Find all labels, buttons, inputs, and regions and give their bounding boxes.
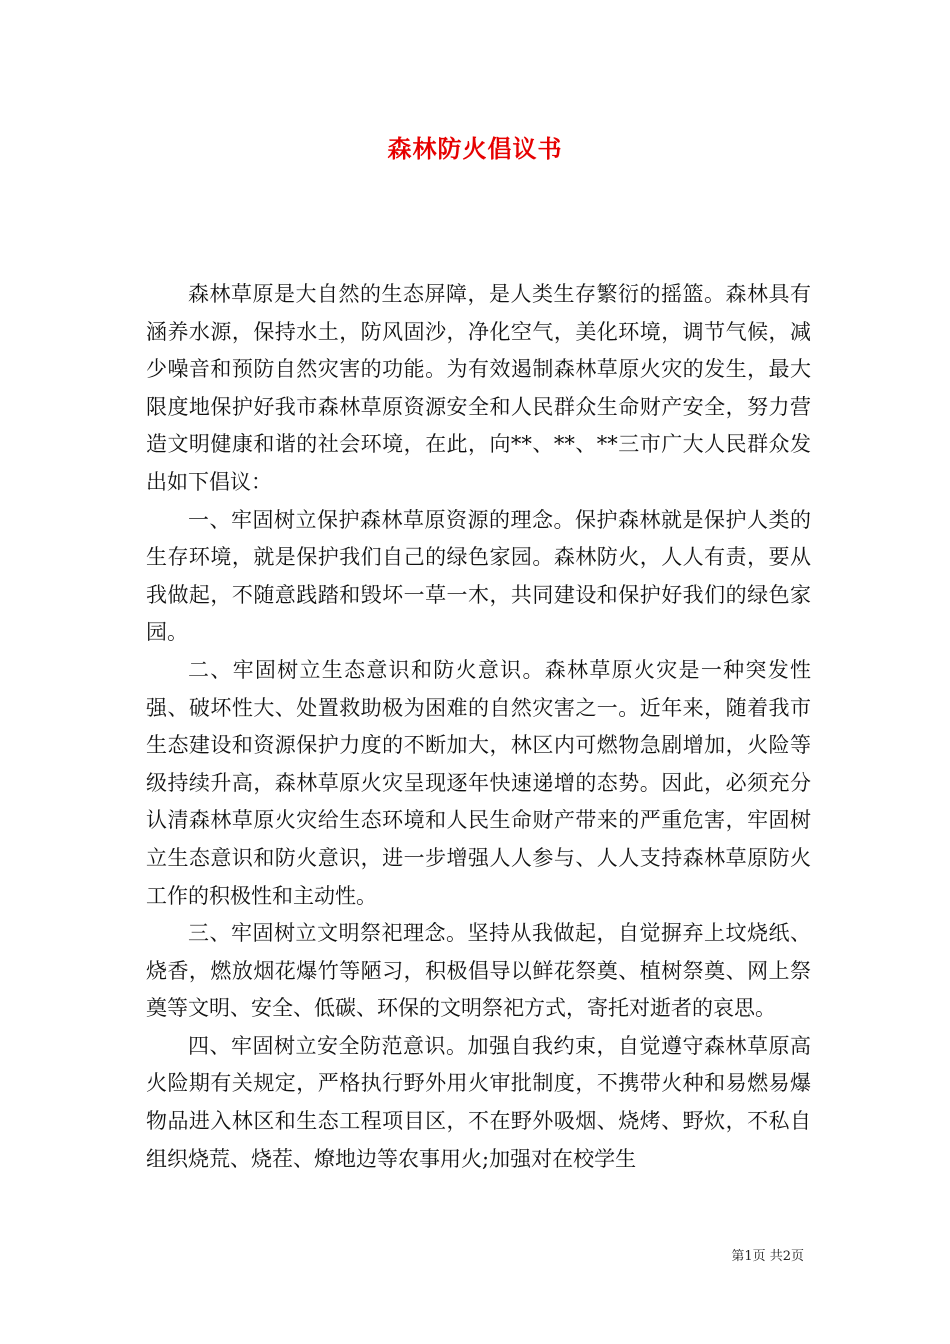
document-body [146, 276, 811, 1178]
paragraph-item-2: 二、牢固树立生态意识和防火意识。森林草原火灾是一种突发性强、破坏性大、处置救助极为困难的自然灾害之一。近年来，随着我市生态建设和资源保护力度的不断加大，林区内可燃物急剧增加，火险等级持续升高，森林草原火灾呈现逐年快速递增的态势。因此，必须充分认清森林草原火灾给生态环境和人民生命财产带来的严重危害，牢固树立生态意识和防火意识，进一步增强人人参与、人人支持森林草原防火工作的积极性和主动性。 [146, 657, 811, 908]
paragraph-item-3: 三、牢固树立文明祭祀理念。坚持从我做起，自觉摒弃上坟烧纸、烧香，燃放烟花爆竹等陋习，积极倡导以鲜花祭奠、植树祭奠、网上祭奠等文明、安全、低碳、环保的文明祭祀方式，寄托对逝者的哀思。 [146, 921, 811, 1021]
paragraph-intro: 森林草原是大自然的生态屏障，是人类生存繁衍的摇篮。森林具有涵养水源，保持水土，防风固沙，净化空气，美化环境，调节气候，减少噪音和预防自然灾害的功能。为有效遏制森林草原火灾的发生，最大限度地保护好我市森林草原资源安全和人民群众生命财产安全，努力营造文明健康和谐的社会环境，在此，向**、**、**三市广大人民群众发出如下倡议： [146, 282, 811, 494]
document-title: 森林防火倡议书 [387, 134, 563, 163]
paragraph-item-4: 四、牢固树立安全防范意识。加强自我约束，自觉遵守森林草原高火险期有关规定，严格执行野外用火审批制度，不携带火种和易燃易爆物品进入林区和生态工程项目区，不在野外吸烟、烧烤、野炊，不私自组织烧荒、烧茬、燎地边等农事用火;加强对在校学生 [146, 1033, 811, 1171]
paragraph-item-1: 一、牢固树立保护森林草原资源的理念。保护森林就是保护人类的生存环境，就是保护我们自己的绿色家园。森林防火，人人有责，要从我做起，不随意践踏和毁坏一草一木，共同建设和保护好我们的绿色家园。 [146, 507, 811, 645]
page-number: 第1页 共2页 [731, 1249, 804, 1264]
